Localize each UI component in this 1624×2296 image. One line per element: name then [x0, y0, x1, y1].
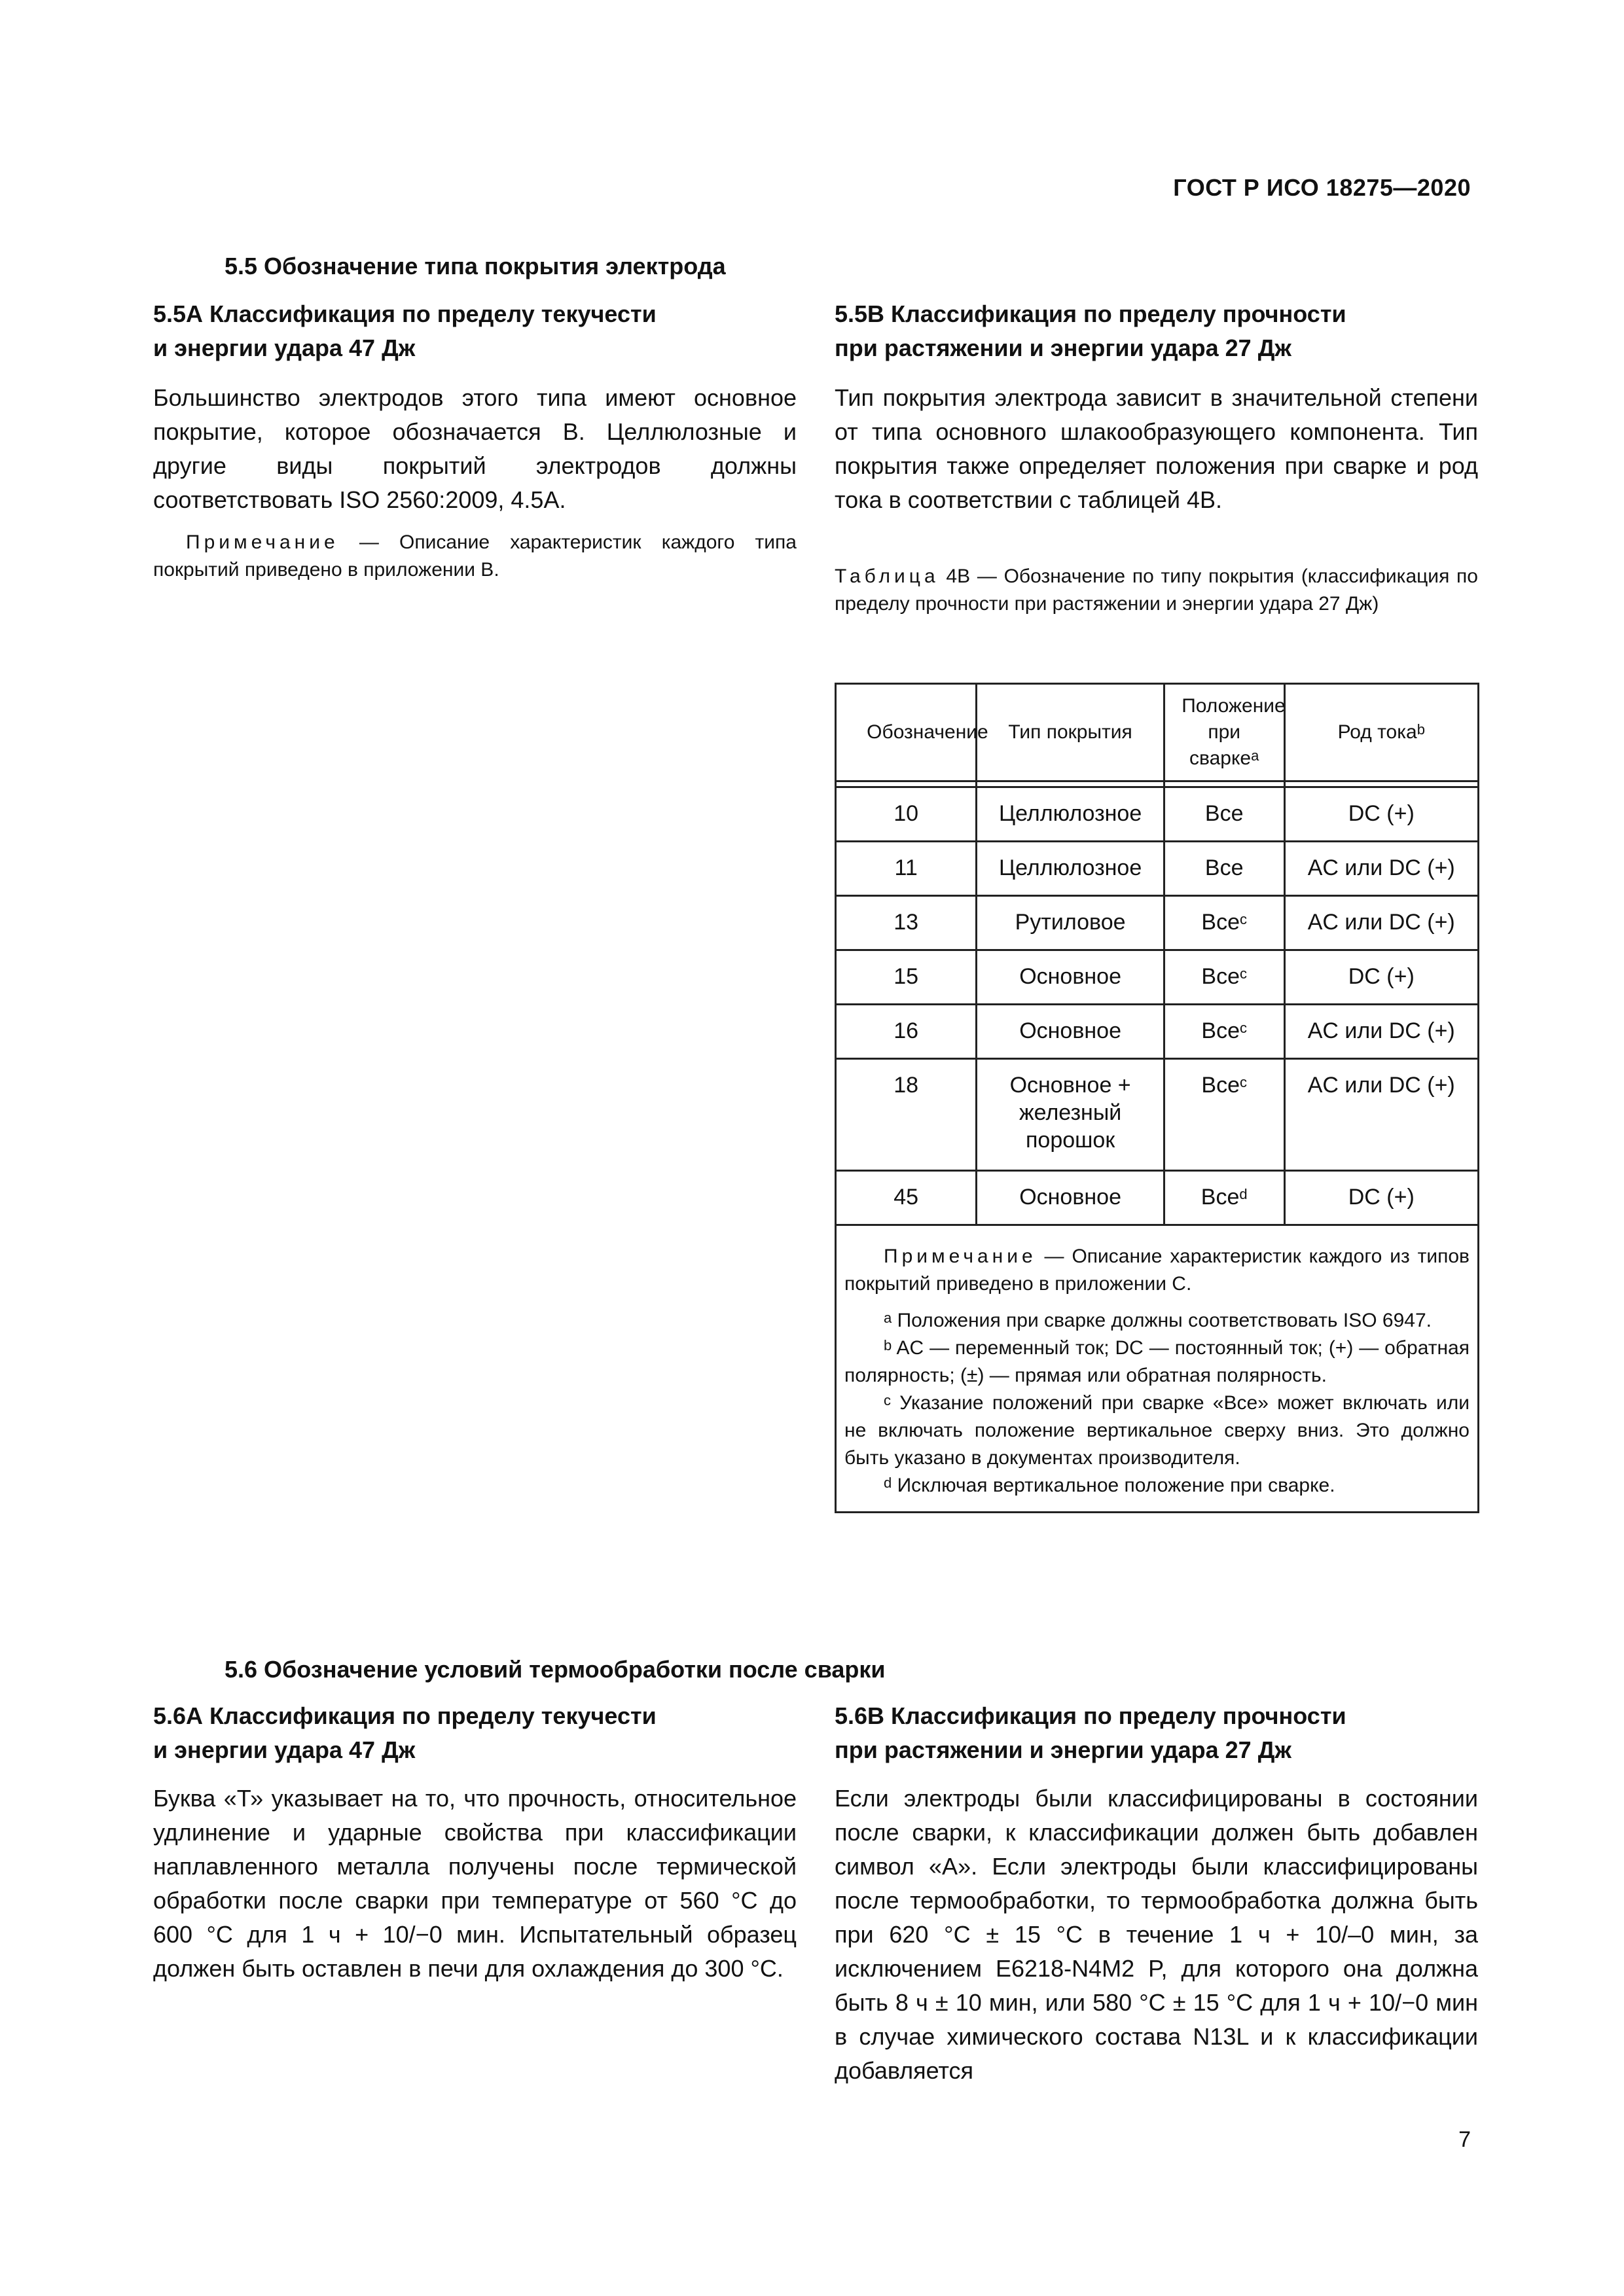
table-row: 13 Рутиловое Все$^c$ AC или DC (+)	[836, 896, 1479, 950]
table-row: 45 Основное Все$^d$ DC (+)	[836, 1171, 1479, 1225]
section-5-5b-heading-line2: при растяжении и энергии удара 27 Дж	[835, 334, 1291, 361]
section-5-6b-body: Если электроды были классифицированы в состоянии после сварки, к классификации должен быть добавлен символ «А». Если электроды были классифицированы после термообработки, то термообработка должна быть при 620 °C ± 15 °C в течение 1 ч + 10/–0 мин, за исключением E6218-N4M2 P, для которого она должна быть 8 ч ± 10 мин, или 580 °C ± 15 °C для 1 ч + 10/−0 мин в случае химического состава N13L и к классификации добавляется	[835, 1785, 1478, 2084]
header-welding-position: Положение при сварке$^a$	[1164, 684, 1284, 781]
table-caption-label: Таблица	[835, 565, 939, 587]
section-5-6-title: 5.6 Обозначение условий термообработки после сварки	[225, 1656, 886, 1683]
section-5-5b-body: Тип покрытия электрода зависит в значительной степени от типа основного шлакообразующего компонента. Тип покрытия также определяет положения при сварке и род тока в соответствии с таблицей 4B.	[835, 384, 1478, 513]
section-5-5-title: 5.5 Обозначение типа покрытия электрода	[225, 253, 726, 279]
footnote-a: $^a$ Положения при сварке должны соответствовать ISO 6947.	[884, 1310, 1432, 1331]
note-text: — Описание характеристик каждого типа покрытий приведено в приложении B.	[153, 531, 797, 581]
table-row: 10 Целлюлозное Все DC (+)	[836, 787, 1479, 842]
header-designation: Обозначение	[836, 684, 977, 781]
document-header: ГОСТ Р ИСО 18275—2020	[1173, 174, 1471, 201]
footnote-b: $^b$ AC — переменный ток; DC — постоянный ток; (+) — обратная полярность; (±) — прямая или обратная полярность.	[844, 1337, 1470, 1386]
page-number: 7	[1458, 2127, 1471, 2152]
section-5-5a-note	[153, 529, 797, 584]
section-5-6a-heading	[153, 1699, 797, 1767]
table-row: 11 Целлюлозное Все AC или DC (+)	[836, 842, 1479, 896]
section-5-5a-heading-line1: 5.5А Классификация по пределу текучести	[153, 300, 657, 327]
section-5-6b-heading-line2: при растяжении и энергии удара 27 Дж	[835, 1736, 1291, 1763]
header-coating-type: Тип покрытия	[977, 684, 1164, 781]
footnote-c: $^c$ Указание положений при сварке «Все» может включать или не включать положение вертикальное сверху вниз. Это должно быть указано в документах производителя.	[844, 1392, 1470, 1469]
header-current-type: Род тока$^b$	[1284, 684, 1478, 781]
note-label: Примечание	[186, 531, 339, 553]
table-caption	[835, 563, 1478, 618]
table-footnotes-row	[836, 1225, 1479, 1513]
table-note: Примечание — Описание характеристик каждого из типов покрытий приведено в приложении C.	[844, 1246, 1470, 1295]
section-5-5a-heading	[153, 297, 797, 365]
table-header-separator	[836, 781, 1479, 787]
table-row: 16 Основное Все$^c$ AC или DC (+)	[836, 1005, 1479, 1059]
section-5-6a-body: Буква «Т» указывает на то, что прочность, относительное удлинение и ударные свойства при классификации наплавленного металла получены после термической обработки после сварки при температуре от 560 °C до 600 °C для 1 ч + 10/−0 мин. Испытательный образец должен быть оставлен в печи для охлаждения до 300 °C.	[153, 1785, 797, 1982]
section-5-6b-heading-line1: 5.6В Классификация по пределу прочности	[835, 1702, 1346, 1729]
section-5-6a-heading-line2: и энергии удара 47 Дж	[153, 1736, 416, 1763]
section-5-5b-heading-line1: 5.5В Классификация по пределу прочности	[835, 300, 1346, 327]
table-header-row	[836, 684, 1479, 781]
footnote-d: $^d$ Исключая вертикальное положение при сварке.	[884, 1475, 1335, 1496]
table-footnotes	[836, 1225, 1479, 1513]
section-5-5a-heading-line2: и энергии удара 47 Дж	[153, 334, 416, 361]
section-5-6b-heading	[835, 1699, 1478, 1767]
table-caption-text: 4В — Обозначение по типу покрытия (классификация по пределу прочности при растяжении и энергии удара 27 Дж)	[835, 565, 1478, 615]
table-row: 15 Основное Все$^c$ DC (+)	[836, 950, 1479, 1005]
section-5-6a-heading-line1: 5.6А Классификация по пределу текучести	[153, 1702, 657, 1729]
table-4b	[835, 683, 1479, 1513]
section-5-5a-body: Большинство электродов этого типа имеют основное покрытие, которое обозначается B. Целлюлозные и другие виды покрытий электродов должны соответствовать ISO 2560:2009, 4.5A.	[153, 384, 797, 513]
section-5-5b-heading	[835, 297, 1478, 365]
table-row: 18 Основное + железный порошок Все$^c$ AC или DC (+)	[836, 1059, 1479, 1171]
